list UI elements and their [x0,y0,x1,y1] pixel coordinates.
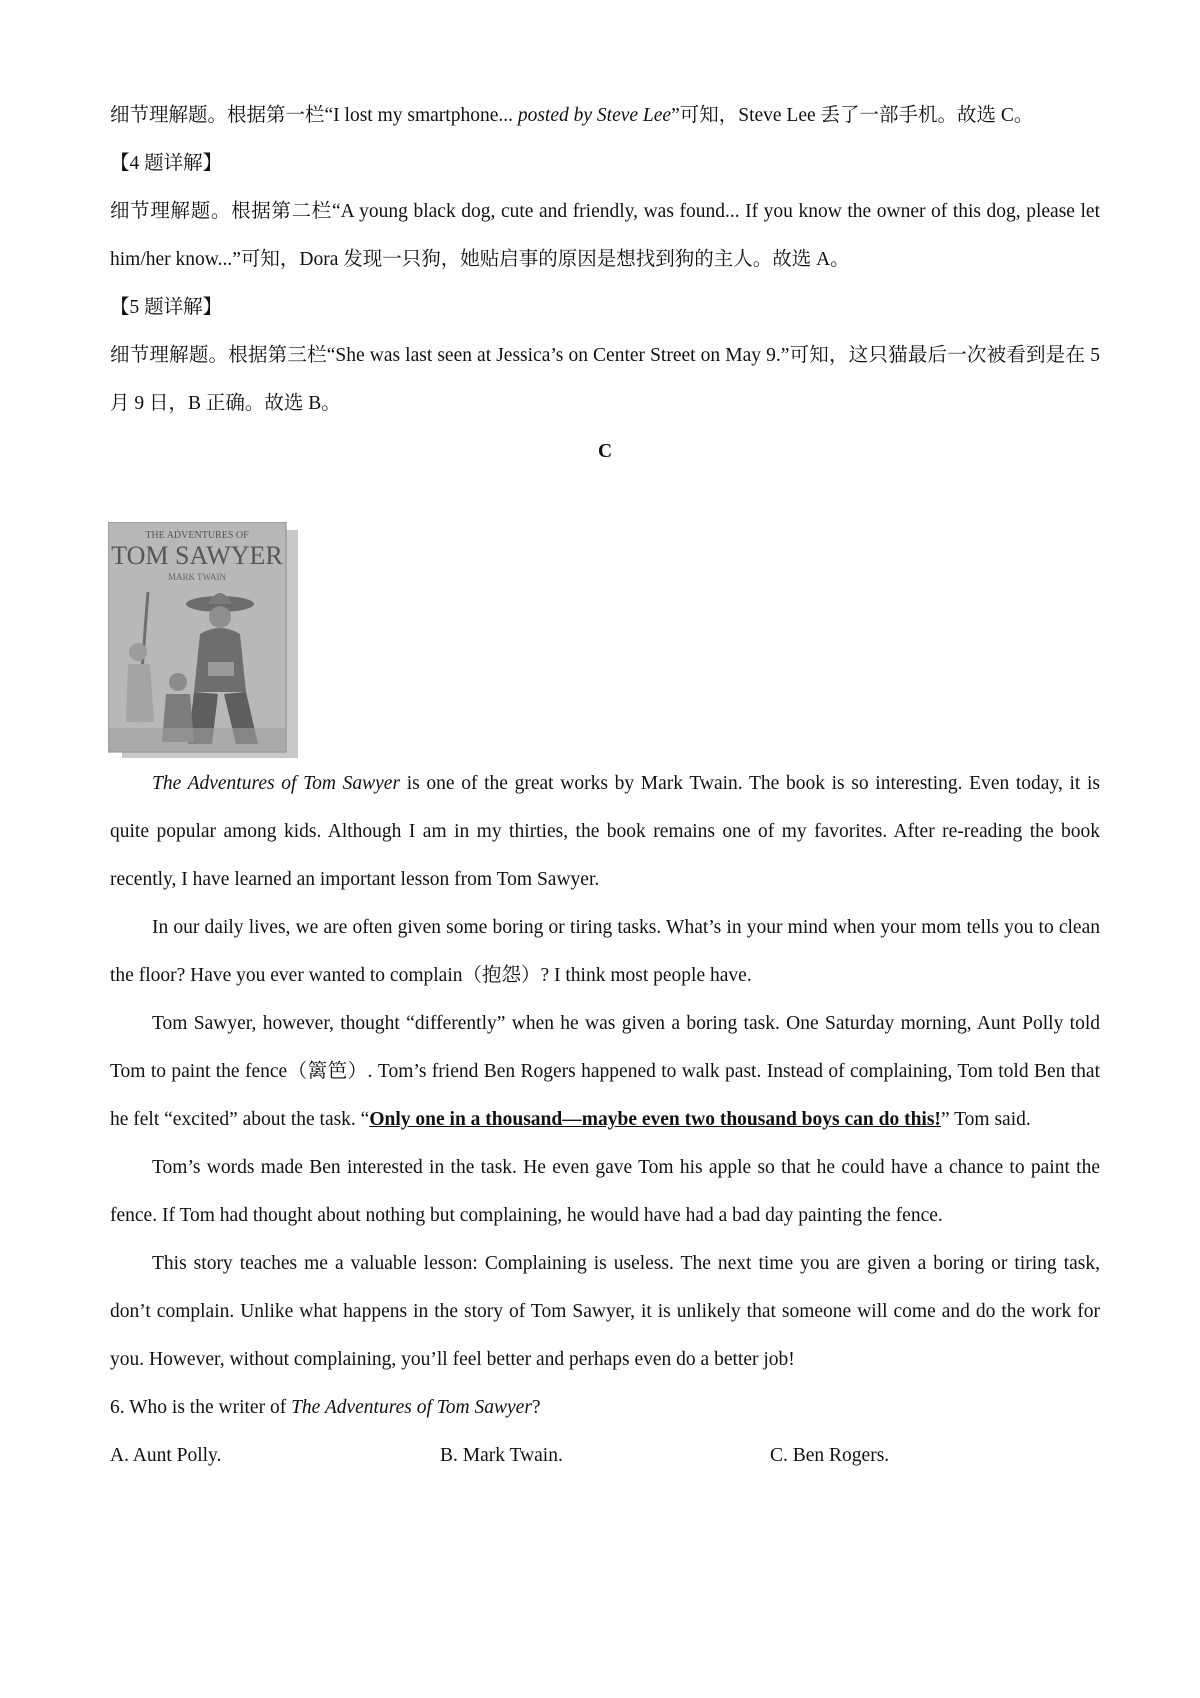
q3-text-pre: 细节理解题。根据第一栏“I lost my smartphone... [110,105,518,126]
q3-explanation [110,92,1100,140]
q6-italic: The Adventures of Tom Sawyer [291,1397,532,1418]
q6-post: ? [531,1397,541,1418]
q4-header: 【4 题详解】 [110,153,223,174]
q3-text-post: ”可知，Steve Lee 丢了一部手机。故选 C。 [671,105,1034,126]
book-cover-image [108,522,301,760]
q6-option-c[interactable]: C. Ben Rogers. [770,1445,890,1466]
question-6-options [110,1432,1100,1480]
q5-explanation: 细节理解题。根据第三栏“She was last seen at Jessica’s on Center Street on May 9.”可知，这只猫最后一次被看到是在 5 月 9 日，B 正确。故选 B。 [110,345,1100,414]
q4-explanation: 细节理解题。根据第二栏“A young black dog, cute and friendly, was found... If you know the owner of this dog, please let him/her know...”可知，Dora 发现一只狗，她贴启事的原因是想找到狗的主人。故选 A。 [110,201,1100,270]
passage-c [110,760,1100,1480]
section-label: C [597,441,613,462]
q6-pre: 6. Who is the writer of [110,1397,292,1418]
passage-paragraph-2: In our daily lives, we are often given some boring or tiring tasks. What’s in your mind when your mom tells you to clean the floor? Have you ever wanted to complain（抱怨）? I think most people have. [110,917,1100,986]
answer-explanations [110,92,1100,476]
passage-paragraph-5: This story teaches me a valuable lesson: Complaining is useless. The next time you are given a boring or tiring task, don’t complain. Unlike what happens in the story of Tom Sawyer, it is unlikely that someone will come and do the work for you. However, without complaining, you’ll feel better and perhaps even do a better job! [110,1253,1100,1370]
cover-title-line1: THE ADVENTURES OF [145,530,249,541]
question-6-stem [110,1384,1100,1432]
p3-text-post: ” Tom said. [940,1109,1031,1130]
passage-paragraph-1 [110,760,1100,904]
passage-paragraph-4: Tom’s words made Ben interested in the task. He even gave Tom his apple so that he could have a chance to paint the fence. If Tom had thought about nothing but complaining, he would have had a bad day painting the fence. [110,1157,1100,1226]
p1-text: is one of the great works by Mark Twain. The book is so interesting. Even today, it is quite popular among kids. Although I am in my thirties, the book remains one of my favorites. After re-reading the book recently, I have learned an important lesson from Tom Sawyer. [110,773,1101,890]
q3-text-italic: posted by Steve Lee [517,105,672,126]
cover-author: MARK TWAIN [167,572,227,582]
q6-option-b[interactable]: B. Mark Twain. [440,1445,563,1466]
passage-paragraph-3 [110,1000,1100,1144]
q5-header: 【5 题详解】 [110,297,223,318]
cover-title-line2: TOM SAWYER [111,541,283,570]
p3-text-pre: Tom Sawyer, however, thought “differently” when he was given a boring task. One Saturday morning, Aunt Polly told Tom to paint the fence（篱笆）. Tom’s friend Ben Rogers happened to walk past. Instead of complaining, Tom told Ben that he felt “excited” about the task. “ [110,1013,1100,1130]
book-title-italic: The Adventures of Tom Sawyer [152,773,401,794]
q6-option-a[interactable]: A. Aunt Polly. [110,1445,222,1466]
underlined-quote: Only one in a thousand—maybe even two thousand boys can do this! [369,1109,941,1130]
